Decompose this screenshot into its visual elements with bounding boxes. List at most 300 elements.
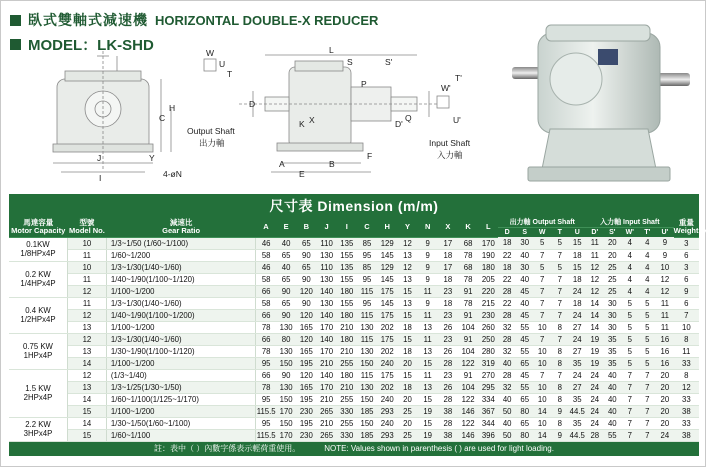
dimension-cell: 122 (458, 393, 478, 405)
model-cell: 15 (67, 405, 106, 417)
dimension-cell: 23 (438, 369, 458, 381)
dimension-cell: 90 (296, 297, 316, 309)
dimension-cell: 120 (296, 369, 316, 381)
table-row (9, 249, 699, 261)
table-row (9, 429, 699, 441)
table-row (9, 405, 699, 417)
dimension-cell: 22 (498, 249, 516, 261)
dimension-cell: 11 (418, 333, 438, 345)
dimension-cell: 16 (656, 357, 674, 369)
capacity-cell (9, 297, 67, 333)
dimension-cell: 7 (533, 273, 551, 285)
dim-letter-q: Q (405, 113, 412, 123)
dimension-cell: 65 (516, 393, 534, 405)
dimension-cell: 334 (478, 393, 498, 405)
model-cell: 15 (67, 429, 106, 441)
dimension-cell: 5 (621, 309, 639, 321)
dimension-cell: 32 (498, 345, 516, 357)
dimension-cell: 24 (656, 429, 674, 441)
dimension-cell: 10 (533, 381, 551, 393)
dimension-cell: 78 (458, 249, 478, 261)
dimension-cell: 90 (276, 369, 296, 381)
capacity-kw: 2.2 KW (25, 420, 51, 429)
model-cell: 14 (67, 357, 106, 369)
dimension-cell: 23 (438, 333, 458, 345)
dimension-cell: 230 (296, 405, 316, 417)
dimension-cell: 110 (316, 261, 336, 273)
col-u: U (569, 228, 587, 238)
dimension-cell: 202 (377, 381, 397, 393)
note-zh: 註：表中（ ）內數字係表示輕荷重使用。 (154, 444, 301, 453)
dimension-cell: 210 (337, 381, 357, 393)
dimension-cell: 7 (639, 393, 657, 405)
dimension-cell: 150 (357, 393, 377, 405)
dimension-cell: 95 (256, 357, 276, 369)
dimension-cell: 4 (639, 249, 657, 261)
dimension-cell: 130 (276, 321, 296, 333)
model-cell: 12 (67, 369, 106, 381)
table-note (9, 442, 699, 456)
col-w: W (533, 228, 551, 238)
dimension-cell: 68 (458, 261, 478, 273)
input-shaft (656, 73, 690, 86)
dimension-cell: 4 (639, 261, 657, 273)
dimension-cell: 33 (674, 417, 699, 429)
col-model: 型號 Model No. (69, 217, 105, 236)
capacity-cell (9, 237, 67, 261)
dimension-cell: 58 (256, 249, 276, 261)
col-x: X (438, 218, 458, 237)
col-h: H (377, 218, 397, 237)
ratio-cell: 1/40~1/90(1/100~1/200) (106, 309, 255, 321)
capacity-kw: 0.2 KW (25, 270, 51, 279)
dimension-cell: 4 (621, 249, 639, 261)
dimension-cell: 9 (418, 273, 438, 285)
dimension-cell: 45 (516, 333, 534, 345)
dimension-cell: 7 (621, 393, 639, 405)
dimension-cell: 280 (478, 345, 498, 357)
model-cell: 14 (67, 417, 106, 429)
dimension-cell: 25 (604, 285, 622, 297)
dimension-cell: 15 (569, 261, 587, 273)
dimension-cell: 78 (256, 381, 276, 393)
dimension-cell: 80 (276, 333, 296, 345)
dimension-cell: 330 (337, 405, 357, 417)
col-s-prime: S' (604, 228, 622, 238)
dimension-cell: 95 (256, 417, 276, 429)
dimension-cell: 9 (551, 405, 569, 417)
dimension-cell: 27 (569, 321, 587, 333)
dimension-cell: 210 (316, 393, 336, 405)
dimension-cell: 122 (458, 417, 478, 429)
dimension-cell: 32 (498, 381, 516, 393)
dimension-cell: 17 (438, 237, 458, 249)
dimension-cell: 155 (337, 273, 357, 285)
dimension-cell: 18 (569, 297, 587, 309)
dimension-cell: 19 (586, 345, 604, 357)
table-title: 尺寸表 Dimension (m/m) (9, 194, 699, 218)
dimension-cell: 10 (533, 417, 551, 429)
bullet-square-icon (10, 39, 21, 50)
dimension-cell: 35 (569, 417, 587, 429)
dimension-cell: 95 (357, 297, 377, 309)
dimension-cell: 150 (357, 417, 377, 429)
dimension-cell: 14 (533, 429, 551, 441)
dimension-cell: 25 (397, 429, 417, 441)
dimension-cell: 8 (551, 345, 569, 357)
model-cell: 12 (67, 333, 106, 345)
dimension-cell: 15 (397, 309, 417, 321)
ratio-cell: 1/60~1/100(1/125~1/170) (106, 393, 255, 405)
dimension-cell: 44.5 (569, 406, 585, 416)
dimension-cell: 78 (256, 321, 276, 333)
dimension-cell: 240 (377, 393, 397, 405)
dimension-cell: 12 (586, 273, 604, 285)
dimension-cell: 30 (516, 261, 534, 273)
dimension-cell: 130 (357, 321, 377, 333)
dimension-cell: 90 (276, 285, 296, 297)
col-d-prime: D' (586, 228, 604, 238)
dimension-cell: 210 (316, 417, 336, 429)
col-capacity: 馬達容量 Motor Capacity (9, 218, 67, 237)
dimension-cell: 165 (296, 321, 316, 333)
dimension-cell: 5 (639, 309, 657, 321)
dimension-cell: 18 (498, 261, 516, 273)
dimension-cell: 150 (276, 417, 296, 429)
dimension-cell: 40 (604, 417, 622, 429)
dimension-cell: 28 (438, 357, 458, 369)
dimension-cell: 18 (397, 345, 417, 357)
dimension-cell: 115 (357, 309, 377, 321)
model-cell: 11 (67, 249, 106, 261)
col-s: S (516, 228, 534, 238)
dimension-cell: 130 (276, 381, 296, 393)
dimension-cell: 12 (656, 285, 674, 297)
dimension-cell: 10 (533, 345, 551, 357)
dimension-cell: 12 (656, 273, 674, 285)
dimension-cell: 24 (586, 393, 604, 405)
dimension-cell: 30 (604, 321, 622, 333)
dimension-cell: 10 (533, 321, 551, 333)
table-row (9, 321, 699, 333)
ratio-cell: 1/100~1/200 (106, 405, 255, 417)
dimension-cell: 7 (639, 429, 657, 441)
dimension-cell: 5 (621, 321, 639, 333)
ratio-cell: 1/3~1/30(1/40~1/60) (106, 333, 255, 345)
dimension-cell: 140 (316, 285, 336, 297)
dimension-cell: 91 (458, 369, 478, 381)
dimension-cell: 165 (296, 381, 316, 393)
dimension-cell: 80 (516, 429, 534, 441)
dimension-cell: 10 (533, 393, 551, 405)
dimension-cell: 155 (337, 297, 357, 309)
dimension-cell: 20 (656, 381, 674, 393)
dimension-cell: 4 (639, 285, 657, 297)
dimension-cell: 122 (458, 357, 478, 369)
capacity-hp: 3HPx4P (23, 429, 53, 438)
dimension-cell: 18 (498, 237, 516, 249)
col-weight: 重量 Weight (kg)約 (673, 217, 722, 236)
dimension-cell: 135 (337, 237, 357, 249)
dimension-cell: 202 (377, 345, 397, 357)
dim-letter-y: Y (149, 153, 155, 163)
dimension-cell: 5 (551, 261, 569, 273)
dimension-cell: 22 (498, 273, 516, 285)
dimension-cell: 9 (418, 249, 438, 261)
ratio-cell: 1/30~1/90(1/100~1/120) (106, 345, 255, 357)
dimension-cell: 195 (296, 357, 316, 369)
capacity-kw: 0.4 KW (25, 306, 51, 315)
dimension-cell: 14 (533, 405, 551, 417)
dimension-cell: 33 (674, 357, 699, 369)
dimension-cell: 205 (478, 273, 498, 285)
dimension-cell: 66 (256, 333, 276, 345)
dimension-cell: 95 (357, 273, 377, 285)
dimension-cell: 7 (621, 429, 639, 441)
dimension-cell: 175 (377, 285, 397, 297)
dimension-cell: 255 (337, 357, 357, 369)
dimension-cell: 215 (478, 297, 498, 309)
dimension-cell: 265 (316, 405, 336, 417)
dimension-cell: 7 (533, 309, 551, 321)
model-cell: 13 (67, 321, 106, 333)
dimension-cell: 11 (586, 237, 604, 249)
col-d: D (498, 228, 516, 238)
dimension-cell: 120 (296, 309, 316, 321)
dimension-cell: 24 (586, 369, 604, 381)
dim-letter-j: J (97, 153, 102, 163)
dimension-cell: 8 (551, 357, 569, 369)
dimension-cell: 5 (621, 297, 639, 309)
dimension-cell: 18 (569, 249, 587, 261)
dimension-cell: 27 (569, 345, 587, 357)
dimension-cell: 18 (397, 321, 417, 333)
dimension-cell: 23 (438, 285, 458, 297)
dimension-cell: 11 (674, 345, 699, 357)
dimension-cell: 4 (639, 273, 657, 285)
table-row (9, 273, 699, 285)
dimension-cell: 5 (533, 261, 551, 273)
dimension-cell: 165 (296, 345, 316, 357)
dimension-cell: 7 (639, 417, 657, 429)
note-en: NOTE: Values shown in parenthesis ( ) are used for light loading. (324, 444, 554, 453)
dimension-cell: 22 (498, 297, 516, 309)
dimension-cell: 40 (516, 273, 534, 285)
table-row (9, 261, 699, 273)
col-k: K (458, 218, 478, 237)
dimension-cell: 20 (604, 249, 622, 261)
dimension-cell: 180 (337, 369, 357, 381)
dimension-cell: 68 (458, 237, 478, 249)
capacity-cell (9, 417, 67, 441)
col-y: Y (397, 218, 417, 237)
dimension-cell: 3 (674, 261, 699, 273)
dimension-cell: 85 (357, 261, 377, 273)
dimension-cell: 8 (551, 381, 569, 393)
dimension-cell: 13 (397, 273, 417, 285)
dimension-cell: 5 (639, 345, 657, 357)
dimension-cell: 130 (357, 345, 377, 357)
dimension-cell: 5 (621, 357, 639, 369)
dimension-cell: 65 (276, 249, 296, 261)
dimension-cell: 90 (296, 273, 316, 285)
dimension-cell: 104 (458, 345, 478, 357)
dimension-cell: 35 (604, 345, 622, 357)
dimension-cell: 14 (586, 297, 604, 309)
dimension-cell: 130 (276, 345, 296, 357)
dimension-cell: 66 (256, 369, 276, 381)
dimension-cell: 7 (639, 369, 657, 381)
dimension-cell: 15 (397, 285, 417, 297)
dimension-cell: 24 (586, 381, 604, 393)
dimension-cell: 66 (256, 285, 276, 297)
dimension-cell: 28 (498, 309, 516, 321)
dimension-cell: 6 (674, 297, 699, 309)
model-cell: 10 (67, 261, 106, 273)
dimension-cell: 95 (357, 249, 377, 261)
dimension-cell: 5 (639, 333, 657, 345)
model-cell: 10 (67, 237, 106, 249)
dim-letter-a: A (279, 159, 285, 169)
dimension-cell: 18 (438, 273, 458, 285)
col-j: J (316, 218, 336, 237)
dimension-cell: 5 (551, 237, 569, 249)
dimension-cell: 13 (418, 321, 438, 333)
ratio-cell: 1/3~1/25(1/30~1/50) (106, 381, 255, 393)
dimension-cell: 7 (639, 405, 657, 417)
dimension-cell: 95 (256, 393, 276, 405)
dimension-cell: 175 (377, 333, 397, 345)
capacity-kw: 1.5 KW (25, 384, 51, 393)
dimension-cell: 38 (674, 429, 699, 441)
dim-letter-s-prime: S' (385, 57, 393, 67)
dimension-cell: 180 (478, 261, 498, 273)
dimension-cell: 7 (551, 273, 569, 285)
model-label: MODEL：LK-SHD (28, 37, 154, 54)
col-b: B (296, 218, 316, 237)
dimension-cell: 4 (621, 273, 639, 285)
dimension-cell: 5 (639, 297, 657, 309)
dimension-cell: 25 (604, 273, 622, 285)
dimension-cell: 20 (656, 393, 674, 405)
dim-letter-d-prime: D' (395, 119, 403, 129)
dimension-cell: 4 (621, 237, 639, 249)
dimension-cell: 129 (377, 261, 397, 273)
dimension-cell: 175 (377, 309, 397, 321)
dimension-cell: 12 (674, 381, 699, 393)
ratio-cell: (1/3~1/40) (106, 369, 255, 381)
dimension-cell: 10 (533, 357, 551, 369)
table-row (9, 417, 699, 429)
dimension-cell: 24 (586, 417, 604, 429)
dimension-cell: 240 (377, 357, 397, 369)
dimension-cell: 78 (458, 297, 478, 309)
dimension-cell: 7 (674, 309, 699, 321)
dimension-cell: 135 (337, 261, 357, 273)
dimension-cell: 145 (377, 273, 397, 285)
dimension-cell: 32 (498, 321, 516, 333)
dimension-cell: 110 (316, 237, 336, 249)
dimension-cell: 190 (478, 249, 498, 261)
dim-letter-x: X (309, 115, 315, 125)
dimension-cell: 319 (478, 357, 498, 369)
dimension-cell: 91 (458, 333, 478, 345)
ratio-cell: 1/3~1/30(1/40~1/60) (106, 297, 255, 309)
dimension-cell: 16 (656, 333, 674, 345)
dimension-cell: 5 (533, 237, 551, 249)
input-shaft-zh: 入力軸 (437, 150, 463, 160)
table-row (9, 381, 699, 393)
dimension-cell: 104 (458, 381, 478, 393)
dimension-cell: 91 (458, 309, 478, 321)
capacity-kw: 0.75 KW (23, 342, 53, 351)
dimension-cell: 8 (674, 333, 699, 345)
dimension-cell: 65 (276, 273, 296, 285)
dimension-cell: 12 (397, 261, 417, 273)
dimension-cell: 15 (418, 417, 438, 429)
input-shaft-en: Input Shaft (429, 138, 471, 148)
dimension-cell: 90 (276, 309, 296, 321)
col-ratio: 減速比 Gear Ratio (106, 218, 255, 237)
dim-letter-w: W (206, 48, 215, 58)
model-cell: 13 (67, 381, 106, 393)
capacity-hp: 2HPx4P (23, 393, 53, 402)
dimension-cell: 19 (418, 405, 438, 417)
dimension-cell: 145 (377, 297, 397, 309)
dimension-cell: 11 (656, 309, 674, 321)
capacity-cell (9, 261, 67, 297)
dimension-cell: 8 (551, 393, 569, 405)
dimension-cell: 24 (569, 369, 587, 381)
dimension-cell: 23 (438, 309, 458, 321)
dimension-cell: 8 (551, 321, 569, 333)
col-e: E (276, 218, 296, 237)
dimension-cell: 145 (377, 249, 397, 261)
dimension-cell: 13 (418, 381, 438, 393)
dimension-cell: 38 (438, 405, 458, 417)
dimension-cell: 7 (621, 381, 639, 393)
dimension-cell: 35 (604, 333, 622, 345)
capacity-cell (9, 369, 67, 417)
dimension-cell: 210 (337, 345, 357, 357)
table-row (9, 369, 699, 381)
dimension-cell: 150 (357, 357, 377, 369)
dimension-cell: 11 (656, 321, 674, 333)
dimension-cell: 19 (586, 357, 604, 369)
dimension-cell: 28 (438, 393, 458, 405)
dimension-cell: 85 (357, 237, 377, 249)
ratio-cell: 1/60~1/200 (106, 249, 255, 261)
dimension-cell: 150 (276, 393, 296, 405)
dimension-cell: 396 (478, 429, 498, 441)
dimension-cell: 20 (656, 369, 674, 381)
ratio-cell: 1/60~1/100 (106, 429, 255, 441)
col-n: N (418, 218, 438, 237)
dimension-cell: 40 (276, 261, 296, 273)
dim-letter-d: D (249, 99, 256, 109)
dimension-cell: 10 (674, 321, 699, 333)
table-row (9, 309, 699, 321)
dimension-cell: 65 (296, 237, 316, 249)
dimension-cell: 20 (604, 237, 622, 249)
dimension-cell: 140 (316, 333, 336, 345)
dimension-cell: 6 (674, 273, 699, 285)
reducer-photo (506, 19, 701, 199)
output-shaft-zh: 出力軸 (199, 138, 225, 148)
dimension-cell: 20 (397, 393, 417, 405)
dimension-cell: 7 (533, 285, 551, 297)
dimension-cell: 7 (551, 309, 569, 321)
